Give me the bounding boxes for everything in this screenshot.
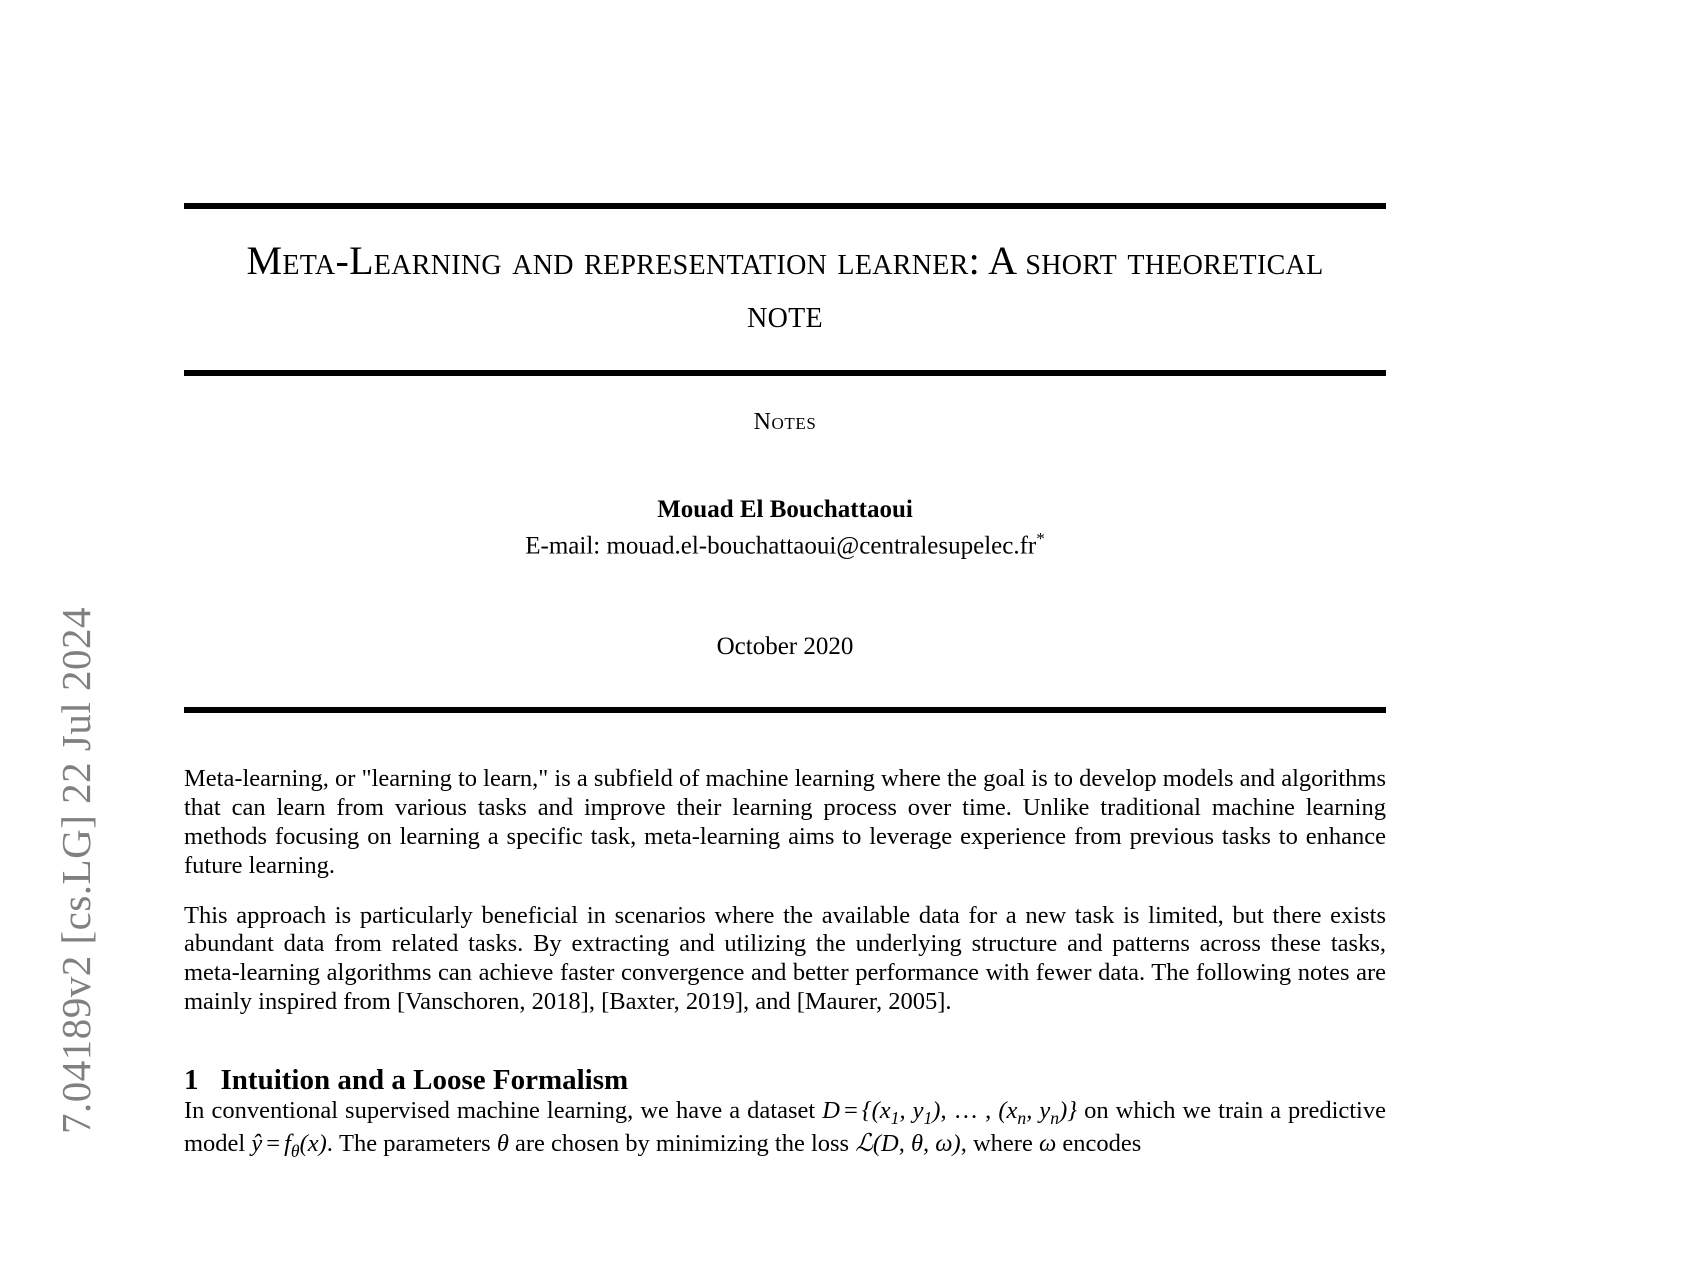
title-block [184,209,1386,341]
author-block [184,494,1386,563]
math-omega: ω [1038,1130,1057,1158]
body-text-fragment-5: , where [960,1130,1039,1158]
math-theta: θ [496,1130,509,1158]
abstract-paragraph-1: Meta-learning, or "learning to learn," is a subfield of machine learning where the goal is to develop models and algorithms that can learn from various tasks and improve their learning process over time. Unlike traditional machine learning methods focusing on learning a specific task, meta-learning aims to leverage experience from previous tasks to enhance future learning. [184,765,1386,879]
section-body-paragraph [184,1097,1386,1161]
document-type-label: Notes [753,408,817,435]
arxiv-identifier-stamp: 7.04189v2 [cs.LG] 22 Jul 2024 [53,607,99,1134]
body-text-fragment-4: are chosen by minimizing the loss [508,1130,856,1158]
publication-date: October 2020 [716,633,854,661]
body-text-fragment-6: encodes [1056,1130,1142,1158]
body-content [184,765,1386,1161]
math-dataset-definition: $D = \{(x_1$, $y_1$), … , ($x_n$, $y_n$)} [822,1097,1078,1129]
header-rule-bottom [184,707,1386,713]
page-title: Meta-Learning and representation learner: A short theoretical note [246,238,1324,336]
author-email-text: E-mail: mouad.el-bouchattaoui@centralesupelec.fr [525,531,1037,559]
math-loss-function: ℒ(D, θ, ω) [855,1128,961,1158]
section-title: Intuition and a Loose Formalism [220,1063,629,1096]
section-heading-1 [184,1063,1386,1098]
author-name: Mouad El Bouchattaoui [657,495,913,523]
footnote-marker: * [1036,528,1045,548]
math-predictive-model: ŷ = $f_\theta(x)$ [251,1130,327,1161]
body-text-fragment-3: . The parameters [326,1130,497,1158]
section-number: 1 [184,1063,199,1096]
abstract-paragraph-2: This approach is particularly beneficial in scenarios where the available data for a new task is limited, but there exists abundant data from related tasks. By extracting and utilizing the underlying structure and patterns across these tasks, meta-learning algorithms can achieve faster convergence and better performance with fewer data. The following notes are mainly inspired from [Vanschoren, 2018], [Baxter, 2019], and [Maurer, 2005]. [184,901,1386,1015]
body-text-fragment-1: In conventional supervised machine learning, we have a dataset [184,1097,823,1125]
title-rule-bottom [184,370,1386,376]
document-page [184,0,1386,1275]
body-text-fragment-2: on which we train a predictive model [184,1097,1386,1158]
author-email-line [184,528,1386,563]
